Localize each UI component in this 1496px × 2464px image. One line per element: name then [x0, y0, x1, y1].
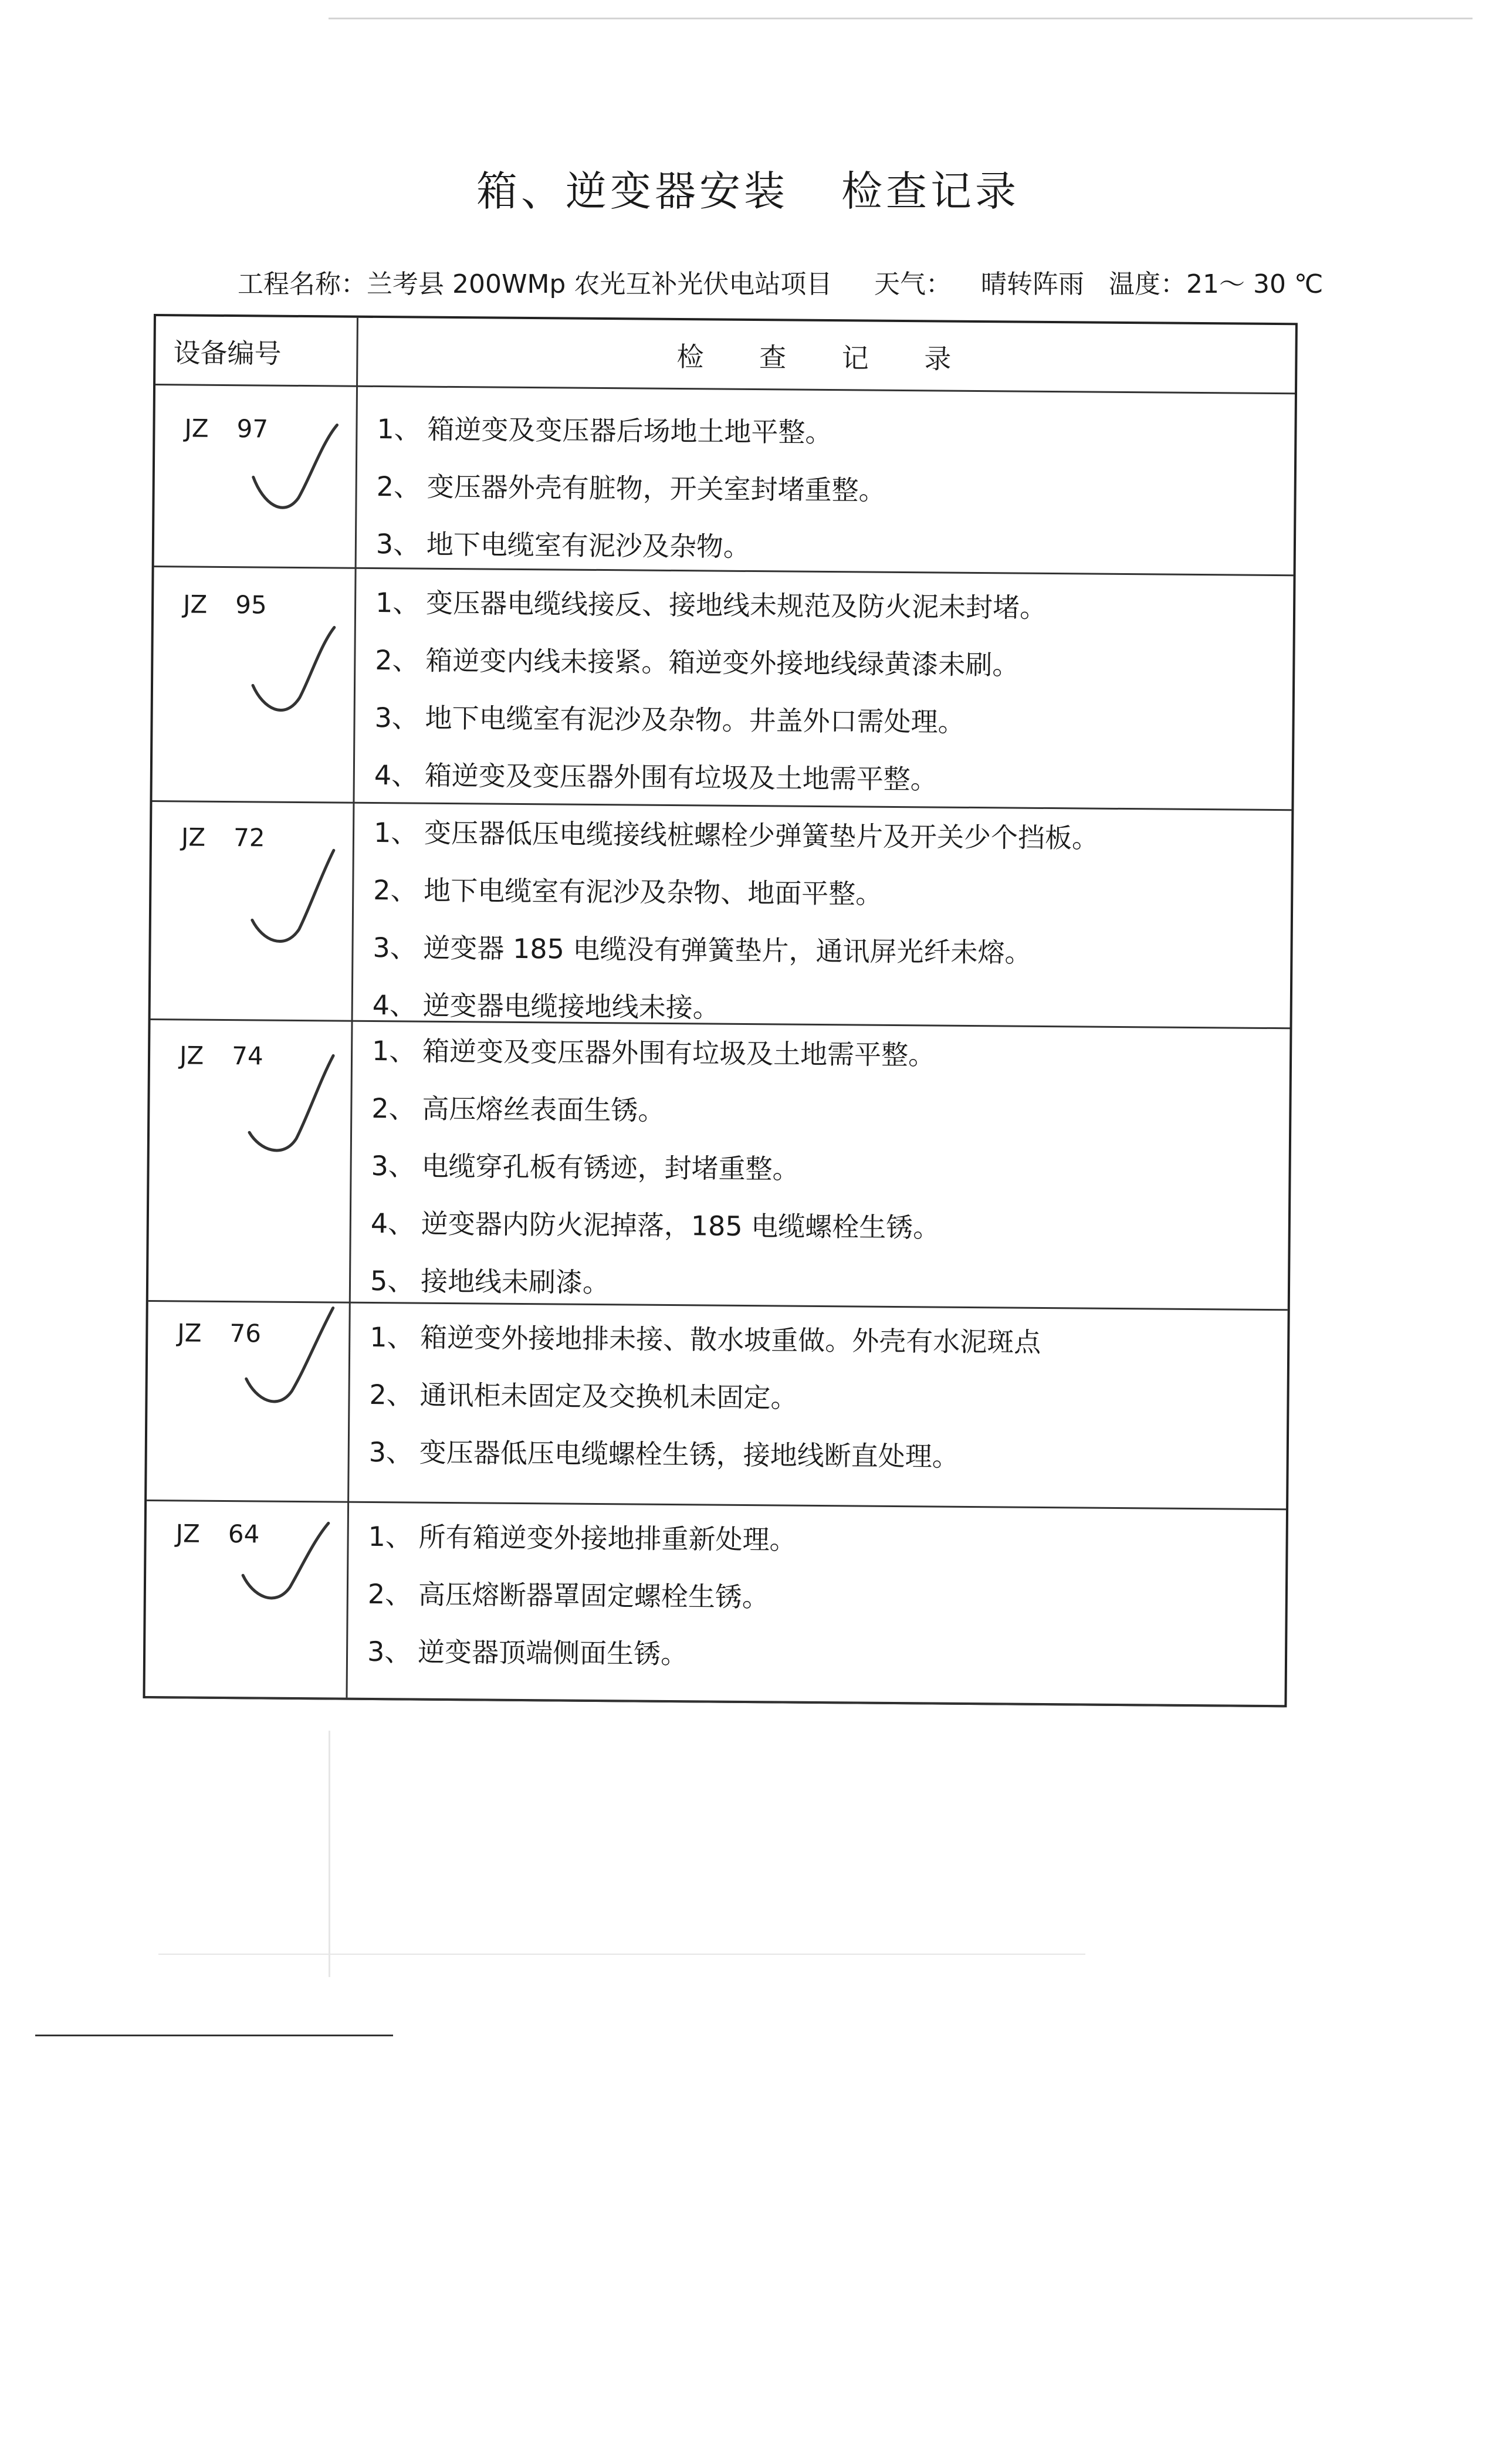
device-number: 97 [236, 414, 269, 444]
table-row [154, 385, 1295, 576]
table-row [152, 567, 1293, 811]
device-number: 76 [229, 1319, 262, 1348]
list-item: 3、 逆变器顶端侧面生锈。 [367, 1635, 688, 1670]
list-item: 2、 高压熔丝表面生锈。 [371, 1092, 665, 1126]
list-item: 5、 接地线未刷漆。 [370, 1264, 610, 1299]
list-item: 1、 变压器电缆线接反、接地线未规范及防火泥未封堵。 [375, 586, 1047, 624]
record-items [367, 1508, 1274, 1687]
list-item: 2、 变压器外壳有脏物，开关室封堵重整。 [376, 470, 886, 506]
list-item: 3、 逆变器 185 电缆没有弹簧垫片，通讯屏光纤未熔。 [373, 931, 1032, 969]
device-column-header: 设备编号 [173, 337, 282, 370]
scan-edge-line [329, 18, 1473, 19]
table-row [148, 1020, 1290, 1311]
record-items [372, 804, 1280, 1041]
list-item: 1、 所有箱逆变外接地排重新处理。 [368, 1520, 797, 1556]
checkmark-icon [242, 409, 343, 527]
list-item: 4、 逆变器电缆接地线未接。 [372, 989, 720, 1024]
device-prefix: JZ [175, 1519, 201, 1548]
checkmark-icon [241, 609, 341, 727]
page-divider-line [35, 2035, 393, 2036]
list-item: 2、 箱逆变内线未接紧。箱逆变外接地线绿黄漆未刷。 [375, 644, 1020, 681]
list-item: 1、 箱逆变外接地排未接、散水坡重做。外壳有水泥斑点 [370, 1321, 1041, 1358]
weather-label: 天气： [874, 269, 952, 299]
device-prefix: JZ [179, 1041, 204, 1070]
checkmark-icon [235, 1302, 336, 1420]
device-prefix: JZ [184, 414, 209, 443]
weather-value: 晴转阵雨 [981, 269, 1084, 299]
checkmark-icon [239, 838, 340, 956]
list-item: 3、 电缆穿孔板有锈迹，封堵重整。 [371, 1149, 800, 1185]
project-name: 工程名称：兰考县 200WMp 农光互补光伏电站项目 [238, 269, 832, 299]
title-part-2: 检查记录 [841, 167, 1020, 215]
device-number: 95 [235, 590, 267, 620]
table-header-row [155, 316, 1295, 394]
record-column-header: 检 查 记 录 [676, 341, 975, 375]
device-prefix: JZ [181, 823, 206, 852]
table-row [145, 1501, 1286, 1707]
list-item: 1、 箱逆变及变压器外围有垃圾及土地需平整。 [371, 1034, 936, 1071]
document-title [0, 158, 1496, 218]
table-row [151, 802, 1292, 1029]
list-item: 3、 变压器低压电缆螺栓生锈，接地线断直处理。 [368, 1436, 959, 1473]
list-item: 4、 逆变器内防火泥掉落，185 电缆螺栓生锈。 [370, 1207, 940, 1244]
temperature: 温度：21～ 30 ℃ [1109, 269, 1324, 299]
list-item: 2、 通讯柜未固定及交换机未固定。 [369, 1378, 798, 1414]
list-item: 1、 箱逆变及变压器后场地土地平整。 [377, 412, 832, 449]
list-item: 2、 高压熔断器罩固定螺栓生锈。 [367, 1578, 770, 1613]
list-item: 4、 箱逆变及变压器外围有垃圾及土地需平整。 [374, 759, 938, 796]
list-item: 1、 变压器低压电缆接线桩螺栓少弹簧垫片及开关少个挡板。 [373, 816, 1099, 854]
list-item: 3、 地下电缆室有泥沙及杂物。 [375, 527, 751, 563]
device-prefix: JZ [182, 590, 208, 619]
record-items [374, 574, 1281, 811]
title-part-1: 箱、逆变器安装 [476, 167, 788, 215]
device-prefix: JZ [177, 1318, 202, 1348]
record-items [368, 1308, 1275, 1488]
table-row [147, 1302, 1288, 1510]
device-number: 64 [228, 1519, 260, 1549]
list-item: 3、 地下电缆室有泥沙及杂物。井盖外口需处理。 [374, 701, 965, 738]
checkmark-icon [233, 1508, 334, 1626]
inspection-table [143, 314, 1297, 1707]
record-items [370, 1022, 1278, 1316]
checkmark-icon [238, 1044, 339, 1162]
list-item: 2、 地下电缆室有泥沙及杂物、地面平整。 [373, 874, 883, 910]
device-number: 74 [232, 1041, 263, 1071]
device-number: 72 [233, 823, 265, 852]
record-items [376, 400, 1283, 580]
scan-artifact [329, 1731, 330, 1977]
scan-artifact [158, 1954, 1085, 1955]
